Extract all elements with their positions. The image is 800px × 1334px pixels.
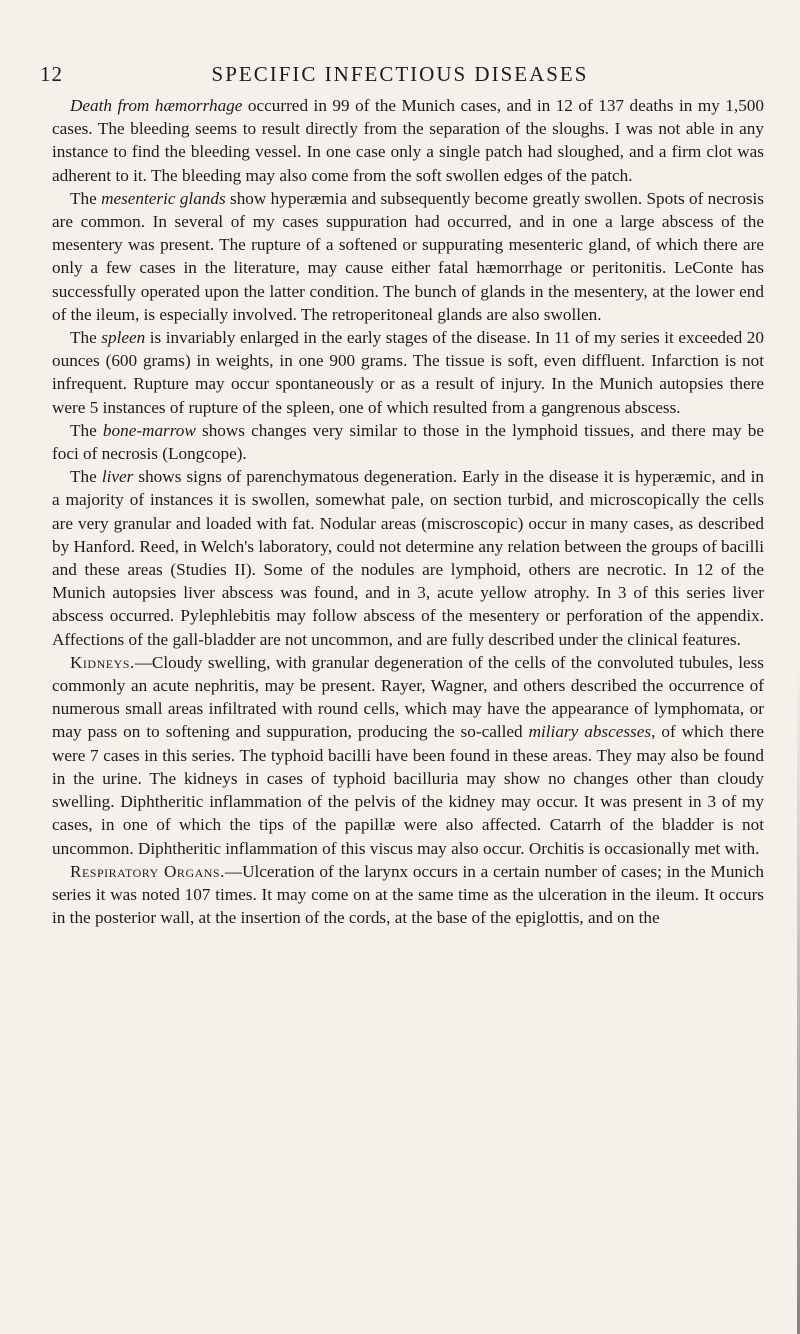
paragraph-liver-text: shows signs of parenchymatous degeneration. Early in the disease it is hyperæmic, and in a majority of instances it is swollen, somewhat pale, on section turbid, and microscopically the cells are very granular and loaded with fat. Nodular areas (miscroscopic) occur in many cases, as described by Hanford. Reed, in Welch's laboratory, could not determine any relation between the groups of bacilli and these areas (Studies II). Some of the nodules are lymphoid, others are necrotic. In 12 of the Munich autopsies liver abscess was found, and in 3, acute yellow atrophy. In 3 of this series liver abscess occurred. Pylephlebitis may follow abscess of the mesentery or perforation of the appendix. Affections of the gall-bladder are not uncommon, and are fully described under the clinical features.: [52, 467, 764, 649]
heading-respiratory-organs: Respiratory Organs.: [70, 861, 225, 881]
paragraph-mesenteric-text: show hyperæmia and subsequently become greatly swollen. Spots of necrosis are common. In several of my cases suppuration had occurred, and in one a large abscess of the mesentery was present. The rupture of a softened or suppurating mesenteric gland, of which there are only a few cases in the literature, may cause either fatal hæmorrhage or peritonitis. LeConte has successfully operated upon the latter condition. The bunch of glands in the mesentery, at the lower end of the ileum, is especially involved. The retroperitoneal glands are also swollen.: [52, 188, 764, 324]
page-number: 12: [40, 62, 63, 86]
paragraph-respiratory-organs: [52, 860, 764, 930]
paragraph-mesenteric-glands: [52, 187, 764, 326]
heading-kidneys: Kidneys.: [70, 652, 135, 672]
paragraph-liver: [52, 465, 764, 651]
term-miliary-abscesses: miliary abscesses: [528, 722, 652, 742]
paragraph-spleen-text: is invariably enlarged in the early stages of the disease. In 11 of my series it exceeded 20 ounces (600 grams) in weights, in one 900 grams. The tissue is soft, even diffluent. Infarction is not infrequent. Rupture may occur spontaneously or as a result of injury. In the Munich autopsies there were 5 instances of rupture of the spleen, one of which resulted from a gangrenous abscess.: [52, 328, 764, 417]
paragraph-hemorrhage: [52, 94, 764, 187]
paragraph-bone-marrow-text: shows changes very similar to those in the lymphoid tissues, and there may be foci of necrosis (Longcope).: [52, 420, 764, 464]
paragraph-lead: The: [70, 188, 102, 208]
heading-bone-marrow: bone-marrow: [102, 420, 196, 440]
paragraph-lead: The: [70, 328, 102, 348]
heading-liver: liver: [101, 467, 134, 487]
paragraph-kidneys-text-a: —Cloudy swelling, with granular degeneration of the cells of the convoluted tubules, less commonly an acute nephritis, may be present. Rayer, Wagner, and others described the occurrence of numerous small areas infiltrated with round cells, which may have the appearance of lymphomata, or may pass on to softening and suppuration, producing the so-called: [52, 652, 764, 742]
paragraph-kidneys: [52, 651, 764, 860]
paragraph-lead: The: [70, 420, 103, 440]
heading-mesenteric-glands: mesenteric glands: [101, 188, 226, 208]
heading-spleen: spleen: [101, 328, 146, 348]
paragraph-spleen: [52, 326, 764, 419]
heading-hemorrhage: Death from hæmorrhage: [70, 96, 243, 115]
paragraph-kidneys-text-b: , of which there were 7 cases in this series. The typhoid bacilli have been found in these areas. They may also be found in the urine. The kidneys in cases of typhoid bacilluria may show no changes other than cloudy swelling. Diphtheritic inflammation of the pelvis of the kidney may occur. It was present in 3 of my cases, in one of which the tips of the papillæ were also affected. Catarrh of the bladder is not uncommon. Diphtheritic inflammation of this viscus may also occur. Orchitis is occasionally met with.: [52, 722, 764, 858]
page-header: [40, 62, 760, 90]
running-head: SPECIFIC INFECTIOUS DISEASES: [211, 62, 589, 86]
paragraph-respiratory-text: —Ulceration of the larynx occurs in a certain number of cases; in the Munich series it was noted 107 times. It may come on at the same time as the ulceration in the ileum. It occurs in the posterior wall, at the insertion of the cords, at the base of the epiglottis, and on the: [52, 861, 765, 928]
paragraph-hemorrhage-text: occurred in 99 of the Munich cases, and in 12 of 137 deaths in my 1,500 cases. The bleeding seems to result directly from the separation of the sloughs. I was not able in any instance to find the bleeding vessel. In one case only a single patch had sloughed, and a firm clot was adherent to it. The bleeding may also come from the soft swollen edges of the patch.: [52, 96, 764, 185]
paragraph-lead: The: [70, 467, 102, 487]
paragraph-bone-marrow: [52, 419, 764, 465]
body-text: [52, 94, 764, 929]
